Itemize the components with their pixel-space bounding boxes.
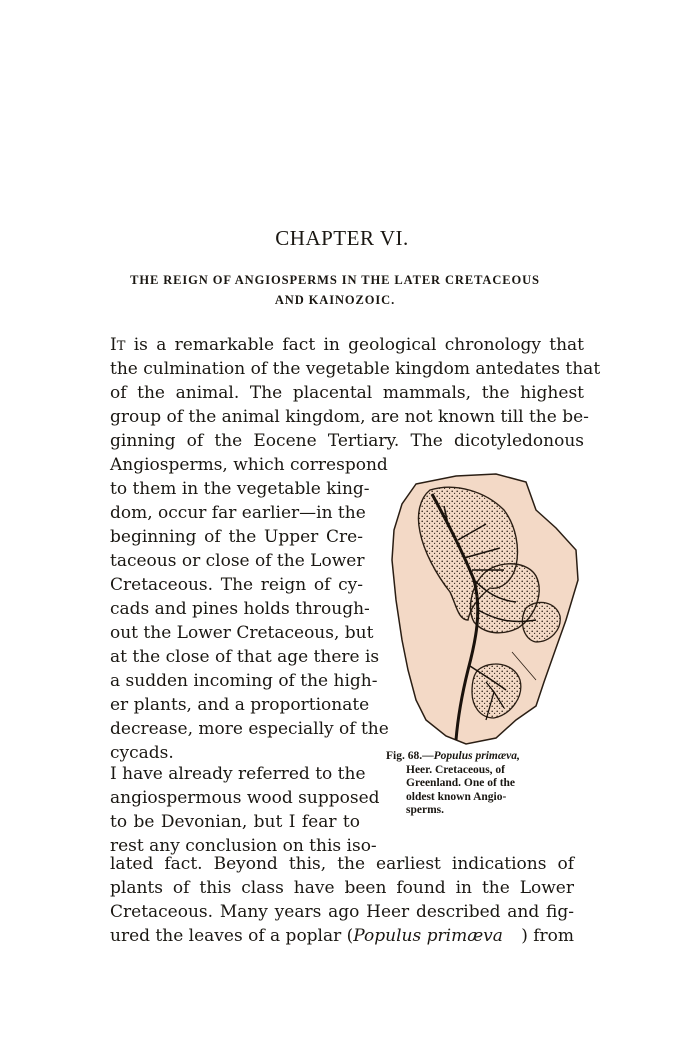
body-line: IT is a remarkable fact in geological chronology that — [110, 335, 585, 355]
body-line: beginning of the Upper Cre- — [110, 527, 363, 547]
body-line: Cretaceous. Many years ago Heer described and fig- — [110, 902, 574, 922]
body-line: Cretaceous. The reign of cy- — [110, 575, 363, 595]
figure-caption — [386, 750, 568, 818]
body-line: the culmination of the vegetable kingdom antedates that — [110, 359, 601, 379]
body-line: cads and pines holds through- — [110, 599, 370, 619]
body-line: dom, occur far earlier—in the — [110, 503, 366, 523]
body-line: rest any conclusion on this iso- — [110, 836, 377, 856]
body-line: to them in the vegetable king- — [110, 479, 370, 499]
chapter-title: CHAPTER VI. — [275, 226, 409, 250]
caption-line-3: Greenland. One of the — [406, 777, 516, 789]
body-line: group of the animal kingdom, are not known till the be- — [110, 407, 589, 427]
body-line: ginning of the Eocene Tertiary. The dicotyledonous — [110, 431, 584, 451]
body-line-rest: is a remarkable fact in geological chronology that — [133, 335, 585, 355]
body-line: lated fact. Beyond this, the earliest indications of — [110, 854, 574, 874]
body-line: decrease, more especially of the — [110, 719, 389, 739]
figure-label: Fig. 68.— — [386, 750, 434, 762]
body-line: Angiosperms, which correspond — [110, 455, 388, 475]
body-line: cycads. — [110, 743, 174, 763]
body-line-part: ured the leaves of a poplar ( — [110, 926, 354, 946]
body-line: a sudden incoming of the high- — [110, 671, 378, 691]
fossil-leaf-figure — [386, 470, 582, 748]
body-line: I have already referred to the — [110, 764, 366, 784]
figure-species: Populus primæva, — [433, 750, 520, 762]
body-line: of the animal. The placental mammals, the highest — [110, 383, 584, 403]
body-line: er plants, and a proportionate — [110, 695, 370, 715]
body-line: angiospermous wood supposed — [110, 788, 380, 808]
populus-leaf-illustration — [386, 470, 582, 748]
chapter-subtitle-line-2: AND KAINOZOIC. — [274, 293, 396, 307]
species-name: Populus primæva — [353, 926, 503, 946]
body-line: taceous or close of the Lower — [110, 551, 365, 571]
caption-line-4: oldest known Angio- — [406, 790, 507, 803]
body-line: out the Lower Cretaceous, but — [110, 623, 374, 643]
body-line-part: ) from — [521, 926, 574, 946]
body-line: at the close of that age there is — [110, 647, 380, 667]
body-line: plants of this class have been found in the Lower — [110, 878, 574, 898]
body-line: to be Devonian, but I fear to — [110, 812, 360, 832]
caption-line-1 — [386, 750, 568, 764]
chapter-subtitle-line-1: THE REIGN OF ANGIOSPERMS IN THE LATER CRETACEOUS — [130, 273, 540, 287]
body-line — [110, 924, 574, 948]
caption-line-5: sperms. — [406, 804, 445, 816]
caption-line-2: Heer. Cretaceous, of — [406, 763, 505, 776]
